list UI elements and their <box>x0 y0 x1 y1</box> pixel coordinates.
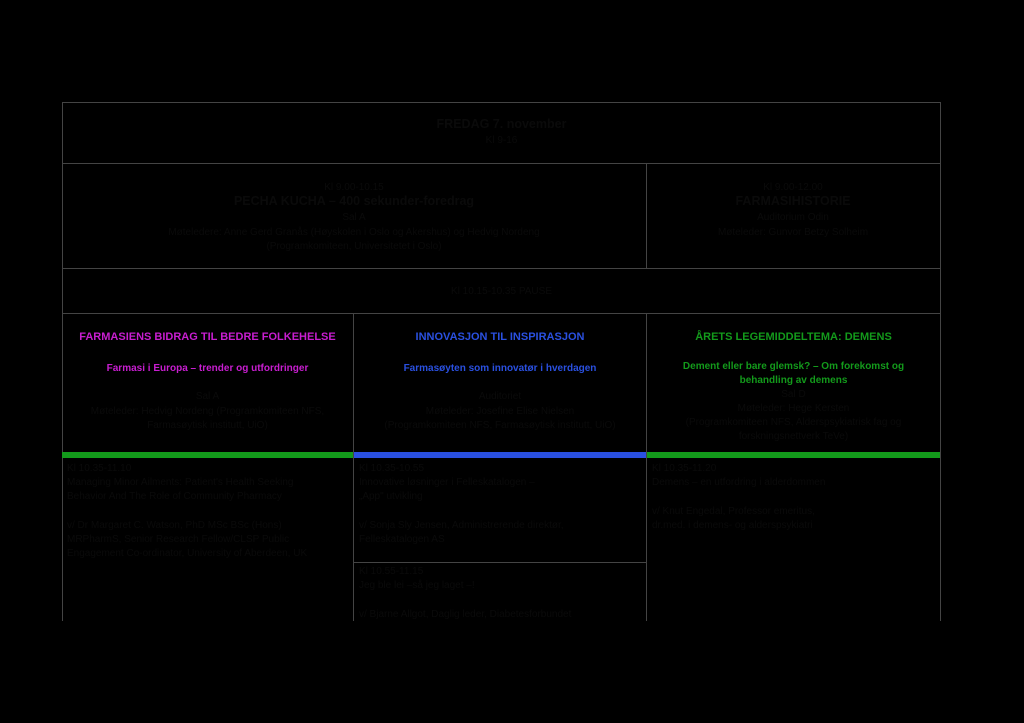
track-3-color-bar <box>647 452 940 458</box>
pecha-kucha-title: PECHA KUCHA – 400 sekunder-foredrag <box>233 194 475 208</box>
session-2a-speaker-2: Felleskatalogen AS <box>359 534 445 545</box>
session-3-title-1: Demens – en utfordring i alderdommen <box>652 477 826 488</box>
day-time: Kl 9-16 <box>485 135 518 146</box>
row-divider-1 <box>62 163 941 164</box>
track-1-moderator-2: Farmasøytisk institutt, UiO) <box>147 420 268 431</box>
session-2a-time: Kl 10.35-10.55 <box>359 463 425 474</box>
row-divider-3 <box>62 313 941 314</box>
pecha-kucha-time: Kl 9.00-10.15 <box>324 182 384 193</box>
pecha-kucha-moderators-2: (Programkomiteen, Universitetet i Oslo) <box>266 241 442 252</box>
table-border-right <box>940 102 941 621</box>
session-3-speaker-1: v/ Knut Engedal, Professor emeritus, <box>652 506 815 517</box>
track-3-title: ÅRETS LEGEMIDDELTEMA: DEMENS <box>695 331 892 343</box>
track-2-moderator-1: Møteleder: Josefine Elise Nielsen <box>425 406 575 417</box>
farmasihistorie-room: Auditorium Odin <box>757 212 829 223</box>
session-1-time: Kl 10.35-11.10 <box>67 463 132 474</box>
session-2a-speaker-1: v/ Sonja Sly Jensen, Administrerende direktør, <box>359 520 564 531</box>
farmasihistorie-time: Kl 9.00-12.00 <box>763 182 823 193</box>
track-2-title: INNOVASJON TIL INSPIRASJON <box>415 331 585 343</box>
track-1-color-bar <box>62 452 353 458</box>
session-2b-time: Kl 10.55-11.15 <box>359 566 424 577</box>
track-1-title: FARMASIENS BIDRAG TIL BEDRE FOLKEHELSE <box>79 331 336 343</box>
track-2-room: Auditoriet <box>478 391 522 402</box>
pecha-kucha-room: Sal A <box>342 212 366 223</box>
session-3-time: Kl 10.35-11.20 <box>652 463 717 474</box>
day-heading: FREDAG 7. november <box>436 117 567 131</box>
session-1-title-2: Behavior And The Role of Community Pharmacy <box>67 491 282 502</box>
row-divider-2 <box>62 268 941 269</box>
track-3-moderator-2: (Programkomiteen NFS, Alderspsykiatrisk fag og <box>685 417 902 428</box>
column-divider-1 <box>353 313 354 621</box>
session-1-speaker-2: MRPharmS, Senior Research Fellow/CLSP Public <box>67 534 290 545</box>
farmasihistorie-moderator: Møteleder: Gunvor Betzy Solheim <box>717 227 869 238</box>
track-3-room: Sal D <box>781 389 806 400</box>
session-2b-speaker-1: v/ Bjarne Allgot, Daglig leder, Diabetesforbundet <box>359 609 572 620</box>
session-2a-title-1: Innovative løsninger i Felleskatalogen – <box>359 477 535 488</box>
track-1-room: Sal A <box>195 391 220 402</box>
session-3-speaker-2: dr.med. i demens- og alderspsykiatri <box>652 520 813 531</box>
track-2-moderator-2: (Programkomiteen NFS, Farmasøytisk institutt, UiO) <box>384 420 616 431</box>
track-3-moderator-1: Møteleder: Hege Kersten <box>737 403 850 414</box>
track-1-moderator-1: Møteleder: Hedvig Nordeng (Programkomiteen NFS, <box>90 406 325 417</box>
track-1-subtitle: Farmasi i Europa – trender og utfordringer <box>106 363 309 374</box>
session-1-speaker-1: v/ Dr Margaret C. Watson, PhD MSc BSc (Hons) <box>67 520 282 531</box>
track-2-color-bar <box>354 452 646 458</box>
session-1-title-1: Managing Minor Ailments: Patient's Health Seeking <box>67 477 294 488</box>
pecha-kucha-moderators-1: Møteledere: Anne Gerd Granås (Høyskolen i Oslo og Akershus) og Hedvig Nordeng <box>168 227 540 238</box>
session-2a-title-2: „App" utvikling <box>359 491 423 502</box>
farmasihistorie-title: FARMASIHISTORIE <box>735 194 851 208</box>
track-2-subtitle: Farmasøyten som innovatør i hverdagen <box>403 363 597 374</box>
track-3-subtitle-1: Dement eller bare glemsk? – Om forekomst og <box>682 361 905 372</box>
session-divider <box>353 562 646 563</box>
session-2b-title-1: Jeg ble lei –så jeg laget –! <box>359 580 475 591</box>
track-3-subtitle-2: behandling av demens <box>739 375 848 386</box>
table-border-top <box>62 102 941 103</box>
track-3-moderator-3: forskningsnettverk TeVe) <box>738 431 849 442</box>
session-1-speaker-3: Engagement Co-ordinator, University of Aberdeen, UK <box>67 548 308 559</box>
pause-row: Kl 10.15-10.35 PAUSE <box>451 286 552 297</box>
